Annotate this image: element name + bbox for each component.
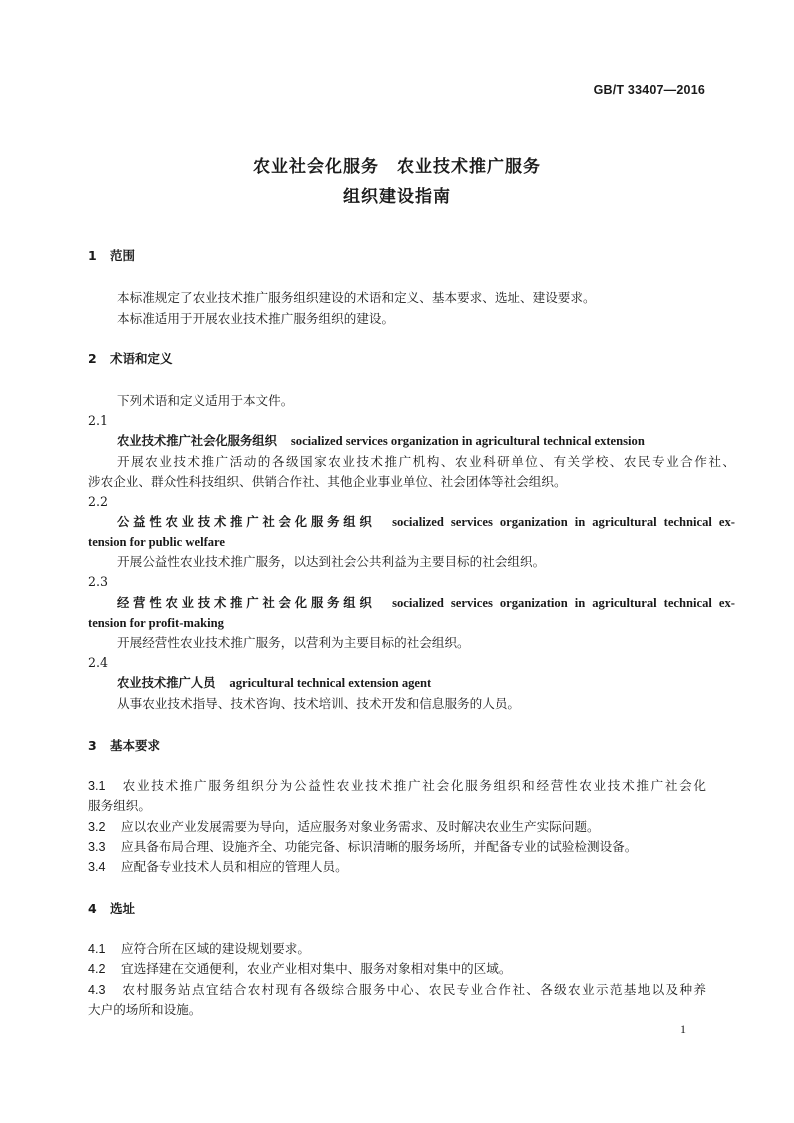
term-number: 2.4 <box>88 655 109 670</box>
document-title-line1 <box>0 152 794 177</box>
paragraph: 本标准规定了农业技术推广服务组织建设的术语和定义、基本要求、选址、建设要求。 <box>117 290 596 305</box>
section-heading-3: 3 基本要求 <box>88 738 161 753</box>
title-part-b: 农业技术推广服务 <box>397 157 541 177</box>
document-title-line2: 组织建设指南 <box>343 187 451 207</box>
term-definition: 开展公益性农业技术推广服务，以达到社会公共利益为主要目标的社会组织。 <box>117 554 546 569</box>
clause: 3.1 农业技术推广服务组织分为公益性农业技术推广社会化服务组织和经营性农业技术推广社会化 <box>88 778 706 793</box>
paragraph: 下列术语和定义适用于本文件。 <box>117 393 294 408</box>
term-number: 2.2 <box>88 494 109 509</box>
clause: 4.2 宜选择建在交通便利，农业产业相对集中、服务对象相对集中的区域。 <box>88 961 512 976</box>
term-heading: 农业技术推广社会化服务组织 socialized services organization in agricultural technical extension <box>117 434 645 448</box>
term-heading: 农业技术推广人员 agricultural technical extension agent <box>117 676 432 690</box>
section-heading-4: 4 选址 <box>88 901 136 916</box>
term-heading: 经营性农业技术推广社会化服务组织 socialized services organization in agricultural technical ex- <box>117 596 735 610</box>
clause-cont: 大户的场所和设施。 <box>88 1002 202 1017</box>
term-heading: 公益性农业技术推广社会化服务组织 socialized services organization in agricultural technical ex- <box>117 515 735 529</box>
section-heading-2: 2 术语和定义 <box>88 351 173 366</box>
clause: 4.3 农村服务站点宜结合农村现有各级综合服务中心、农民专业合作社、各级农业示范基地以及种养 <box>88 982 706 997</box>
term-heading-cont: tension for public welfare <box>88 535 226 549</box>
term-heading-cont: tension for profit-making <box>88 616 224 630</box>
title-part-a: 农业社会化服务 <box>253 157 379 177</box>
paragraph: 本标准适用于开展农业技术推广服务组织的建设。 <box>117 311 395 326</box>
clause: 3.4 应配备专业技术人员和相应的管理人员。 <box>88 859 348 874</box>
clause: 3.3 应具备布局合理、设施齐全、功能完备、标识清晰的服务场所，并配备专业的试验检测设备。 <box>88 839 638 854</box>
term-definition: 开展经营性农业技术推广服务，以营利为主要目标的社会组织。 <box>117 635 470 650</box>
section-heading-1: 1 范围 <box>88 248 136 263</box>
clause: 3.2 应以农业产业发展需要为导向，适应服务对象业务需求、及时解决农业生产实际问题。 <box>88 819 600 834</box>
term-definition: 开展农业技术推广活动的各级国家农业技术推广机构、农业科研单位、有关学校、农民专业合作社、 <box>117 454 735 469</box>
page-number: 1 <box>680 1022 686 1036</box>
standard-code: GB/T 33407—2016 <box>593 83 705 97</box>
term-number: 2.3 <box>88 574 109 589</box>
term-definition: 从事农业技术指导、技术咨询、技术培训、技术开发和信息服务的人员。 <box>117 696 520 711</box>
clause: 4.1 应符合所在区域的建设规划要求。 <box>88 941 310 956</box>
clause-cont: 服务组织。 <box>88 798 151 813</box>
term-number: 2.1 <box>88 413 109 428</box>
term-definition-cont: 涉农企业、群众性科技组织、供销合作社、其他企业事业单位、社会团体等社会组织。 <box>88 474 567 489</box>
